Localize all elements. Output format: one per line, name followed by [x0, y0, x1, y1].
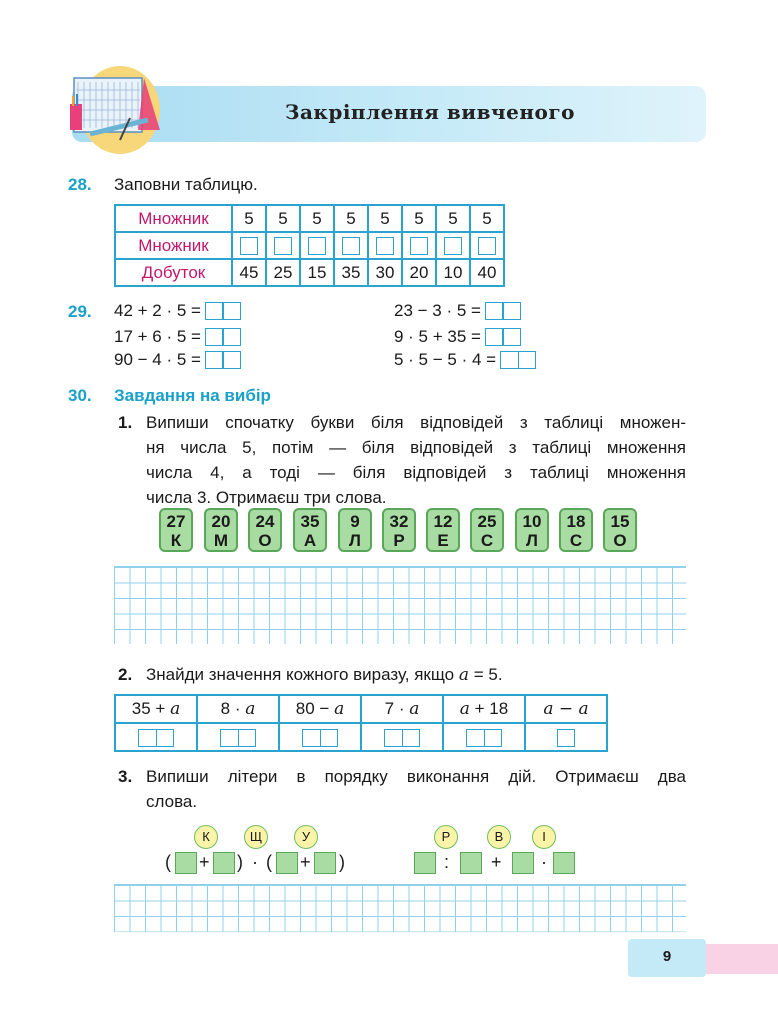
page-number: 9 — [662, 948, 672, 965]
answer-box[interactable] — [444, 237, 462, 255]
answer-box[interactable] — [205, 351, 241, 369]
writing-grid[interactable] — [114, 566, 686, 644]
table-row — [115, 232, 504, 259]
answer-cell[interactable] — [470, 232, 504, 259]
tile-number: 9 — [350, 512, 360, 531]
subtask-2-text — [146, 662, 503, 688]
answer-box[interactable] — [274, 237, 292, 255]
tile-number: 10 — [522, 512, 542, 531]
answer-box[interactable] — [478, 237, 496, 255]
table-cell: 5 — [470, 205, 504, 232]
section-title: Закріплення вивченого — [285, 100, 575, 124]
expression — [394, 299, 521, 323]
writing-grid[interactable] — [114, 884, 686, 932]
answer-square[interactable] — [175, 852, 197, 874]
text-fragment: = 5. — [473, 665, 503, 684]
multiply-dot: · — [252, 852, 258, 872]
table-row — [115, 205, 504, 232]
expression-text: 17 + 6 · 5 = — [114, 327, 201, 346]
answer-cell[interactable] — [368, 232, 402, 259]
table-cell: 25 — [266, 259, 300, 286]
open-paren: ( — [266, 852, 272, 872]
letter-tile — [338, 508, 372, 552]
answer-cell[interactable] — [334, 232, 368, 259]
tile-letter: О — [258, 531, 272, 550]
task-30-title: Завдання на вибір — [114, 386, 271, 405]
answer-box[interactable] — [376, 237, 394, 255]
text-line: Випиши спочатку букви біля відповідей з таблиці множен- — [146, 413, 686, 432]
table-row — [115, 695, 607, 723]
letter-tile — [426, 508, 460, 552]
answer-cell[interactable] — [232, 232, 266, 259]
letter-tile — [603, 508, 637, 552]
answer-box[interactable] — [205, 302, 241, 320]
tile-letter: С — [480, 531, 494, 550]
plus-sign: + — [300, 852, 311, 872]
answer-square[interactable] — [276, 852, 298, 874]
table-cell: a − a — [525, 695, 607, 723]
subtask-3-text — [146, 764, 686, 814]
table-cell: 5 — [300, 205, 334, 232]
tile-number: 25 — [477, 512, 497, 531]
answer-cell[interactable] — [279, 723, 361, 751]
answer-square[interactable] — [314, 852, 336, 874]
table-cell: 35 — [334, 259, 368, 286]
table-cell: 10 — [436, 259, 470, 286]
subtask-number: 3. — [118, 767, 133, 786]
answer-box[interactable] — [500, 351, 536, 369]
table-cell: 5 — [334, 205, 368, 232]
table-row — [115, 259, 504, 286]
row-label: Множник — [115, 205, 232, 232]
text-line: слова. — [146, 792, 198, 811]
letter-circle: К — [194, 825, 218, 849]
answer-cell[interactable] — [443, 723, 525, 751]
tile-letter: К — [170, 531, 182, 550]
tile-letter: Л — [526, 531, 538, 550]
answer-cell[interactable] — [436, 232, 470, 259]
letter-circle: В — [487, 825, 511, 849]
variable: a — [458, 665, 469, 685]
close-paren: ) — [237, 852, 243, 872]
letter-tile — [293, 508, 327, 552]
answer-box[interactable] — [557, 729, 575, 747]
task-number-30: 30. — [68, 386, 92, 405]
tile-number: 20 — [211, 512, 231, 531]
answer-box[interactable] — [466, 729, 502, 747]
answer-cell[interactable] — [402, 232, 436, 259]
answer-cell[interactable] — [115, 723, 197, 751]
expression-text: 90 − 4 · 5 = — [114, 350, 201, 369]
answer-box[interactable] — [384, 729, 420, 747]
answer-square[interactable] — [460, 852, 482, 874]
table-cell: a + 18 — [443, 695, 525, 723]
text-line: числа 4, а тоді — біля відповідей з таблиці множення — [146, 463, 686, 482]
table-cell: 20 — [402, 259, 436, 286]
letter-tile — [382, 508, 416, 552]
tile-letter: С — [569, 531, 583, 550]
letter-tile — [559, 508, 593, 552]
row-label: Добуток — [115, 259, 232, 286]
answer-cell[interactable] — [266, 232, 300, 259]
tile-number: 35 — [300, 512, 320, 531]
answer-square[interactable] — [213, 852, 235, 874]
answer-box[interactable] — [485, 328, 521, 346]
page-band — [700, 944, 778, 974]
text-line: ня числа 5, потім — біля відповідей з таблиці множення — [146, 438, 686, 457]
answer-cell[interactable] — [361, 723, 443, 751]
text-line: Випиши літери в порядку виконання дій. Отримаєш два — [146, 767, 686, 786]
answer-cell[interactable] — [300, 232, 334, 259]
table-row — [115, 723, 607, 751]
answer-box[interactable] — [240, 237, 258, 255]
answer-box[interactable] — [302, 729, 338, 747]
tile-letter: Е — [437, 531, 449, 550]
tile-letter: Л — [349, 531, 361, 550]
answer-box[interactable] — [342, 237, 360, 255]
tile-number: 15 — [610, 512, 630, 531]
letter-tile — [515, 508, 549, 552]
task-number-28: 28. — [68, 175, 92, 194]
text-fragment: Знайди значення кожного виразу, якщо — [146, 665, 455, 684]
tile-number: 27 — [166, 512, 186, 531]
multiply-dot: · — [541, 852, 547, 872]
open-paren: ( — [165, 852, 171, 872]
table-cell: 5 — [232, 205, 266, 232]
subtask-1-text — [146, 410, 686, 510]
tile-number: 18 — [566, 512, 586, 531]
tile-letter: А — [303, 531, 317, 550]
letter-circle: І — [532, 825, 556, 849]
answer-box[interactable] — [138, 729, 174, 747]
task-number-29: 29. — [68, 302, 92, 321]
letter-circle: Р — [434, 825, 458, 849]
expression — [114, 348, 241, 372]
table-cell: 5 — [402, 205, 436, 232]
letter-tile — [204, 508, 238, 552]
letter-tile — [470, 508, 504, 552]
table-cell: 5 — [266, 205, 300, 232]
answer-cell[interactable] — [525, 723, 607, 751]
answer-box[interactable] — [485, 302, 521, 320]
multiplication-table — [114, 204, 505, 287]
subtask-number: 2. — [118, 665, 133, 684]
letter-tile — [248, 508, 282, 552]
divide-sign: : — [444, 852, 450, 872]
table-cell: 35 + a — [115, 695, 197, 723]
tile-number: 32 — [389, 512, 409, 531]
letter-circle: Щ — [244, 825, 268, 849]
expression — [114, 299, 241, 323]
tile-letter: О — [613, 531, 627, 550]
letter-circle: У — [294, 825, 318, 849]
table-cell: 8 · a — [197, 695, 279, 723]
answer-square[interactable] — [553, 852, 575, 874]
answer-square[interactable] — [512, 852, 534, 874]
geometry-tools-icon — [60, 60, 170, 160]
answer-box[interactable] — [220, 729, 256, 747]
row-label: Множник — [115, 232, 232, 259]
answer-cell[interactable] — [197, 723, 279, 751]
answer-box[interactable] — [410, 237, 428, 255]
expression-table — [114, 694, 608, 752]
expression — [114, 325, 241, 349]
table-cell: 15 — [300, 259, 334, 286]
text-line: числа 3. Отримаєш три слова. — [146, 488, 387, 507]
tile-number: 12 — [433, 512, 453, 531]
tile-letter: М — [213, 531, 229, 550]
table-cell: 7 · a — [361, 695, 443, 723]
close-paren: ) — [339, 852, 345, 872]
expression-text: 9 · 5 + 35 = — [394, 327, 481, 346]
plus-sign: + — [491, 852, 502, 872]
answer-square[interactable] — [414, 852, 436, 874]
table-cell: 5 — [368, 205, 402, 232]
table-cell: 5 — [436, 205, 470, 232]
table-cell: 80 − a — [279, 695, 361, 723]
table-cell: 30 — [368, 259, 402, 286]
task-28-instruction: Заповни таблицю. — [114, 175, 258, 194]
expression-text: 5 · 5 − 5 · 4 = — [394, 350, 497, 369]
tile-number: 24 — [255, 512, 275, 531]
answer-box[interactable] — [205, 328, 241, 346]
expression-text: 42 + 2 · 5 = — [114, 301, 201, 320]
plus-sign: + — [199, 852, 210, 872]
expression — [394, 325, 521, 349]
letter-tile — [159, 508, 193, 552]
table-cell: 40 — [470, 259, 504, 286]
expression-text: 23 − 3 · 5 = — [394, 301, 481, 320]
table-cell: 45 — [232, 259, 266, 286]
tile-letter: Р — [393, 531, 405, 550]
expression — [394, 348, 536, 372]
answer-box[interactable] — [308, 237, 326, 255]
subtask-number: 1. — [118, 413, 133, 432]
